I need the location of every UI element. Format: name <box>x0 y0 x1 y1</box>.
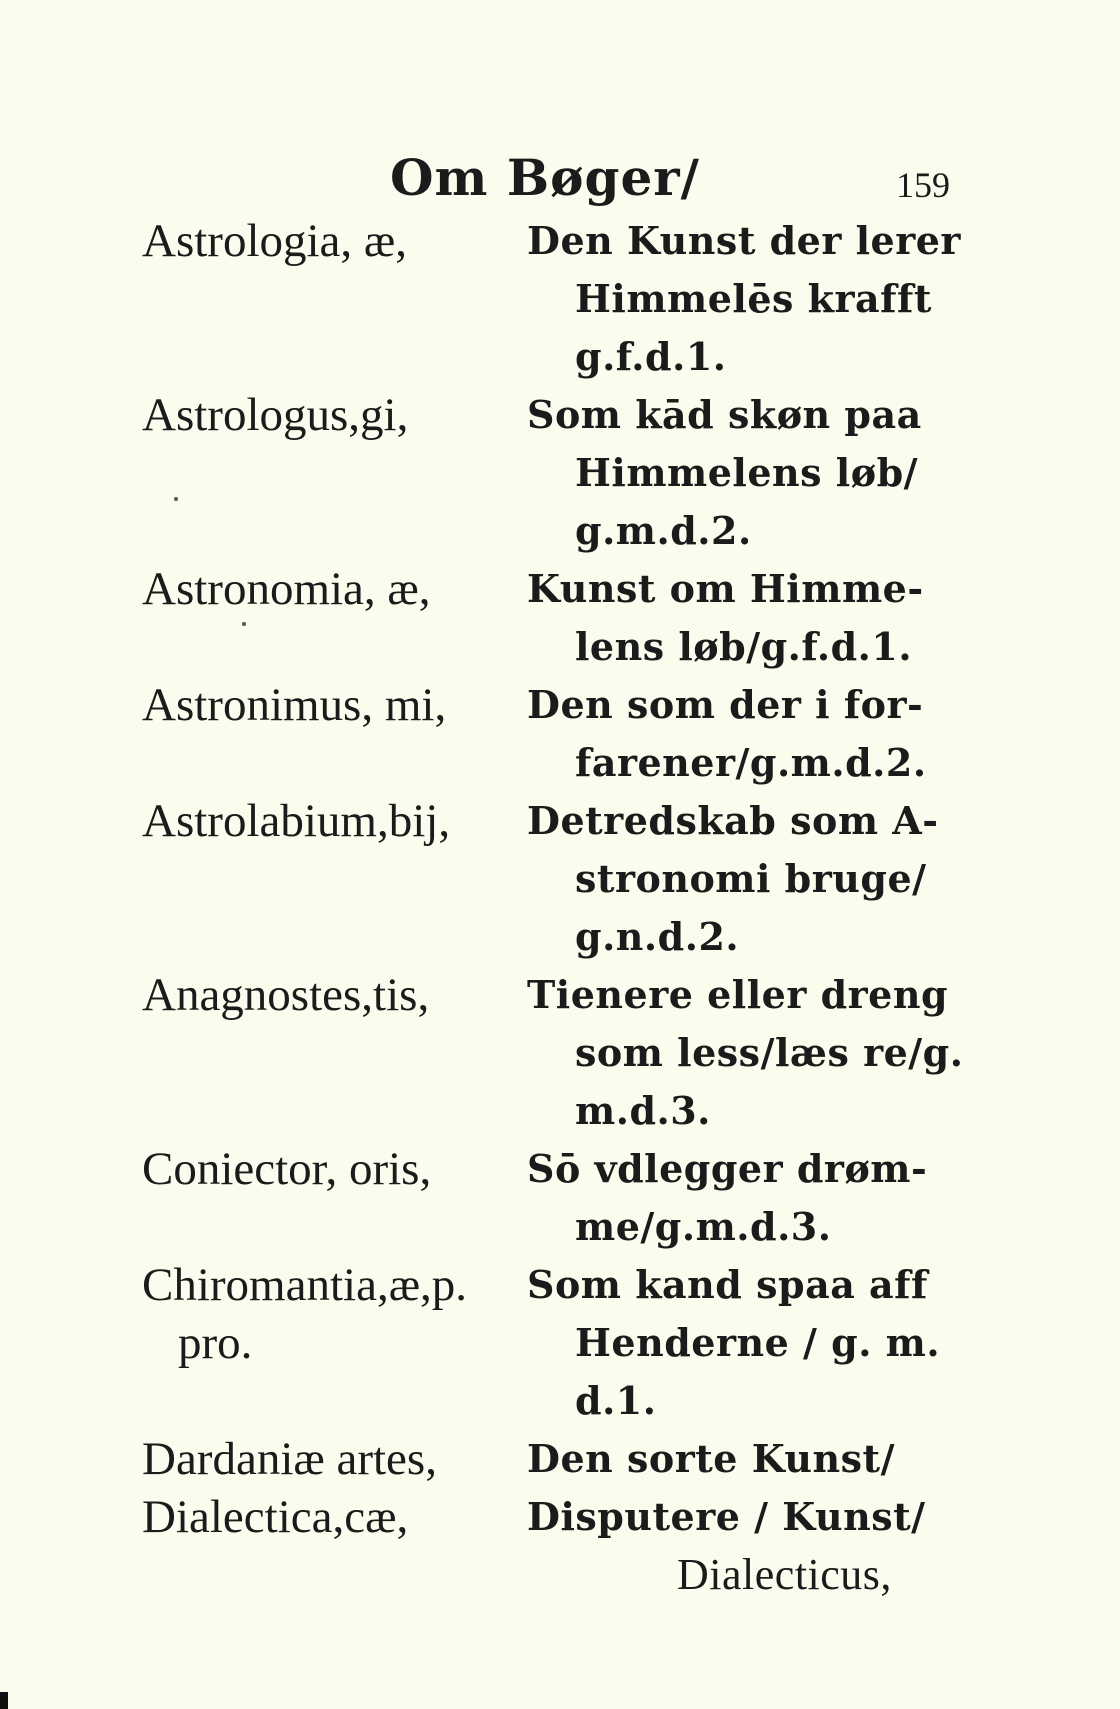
glossary-entry <box>142 212 962 386</box>
definition-line: Den sorte Kunst/ <box>527 1436 895 1481</box>
latin-term: Dialectica,cæ, <box>142 1491 409 1543</box>
definition-line: Tienere eller dreng <box>527 972 949 1017</box>
danish-definition <box>527 386 967 560</box>
danish-definition <box>527 676 967 792</box>
definition-line: Den som der i for- <box>527 682 924 727</box>
danish-definition <box>527 966 967 1140</box>
glossary-entry <box>142 1430 962 1488</box>
definition-line: g.n.d.2. <box>575 914 740 959</box>
danish-definition <box>527 1488 967 1604</box>
definition-line: Himmelēs krafft <box>575 276 932 321</box>
definition-line: d.1. <box>575 1378 657 1423</box>
definition-line: Detredskab som A- <box>527 798 939 843</box>
latin-term: Dardaniæ artes, <box>142 1433 437 1485</box>
danish-definition <box>527 212 967 386</box>
scan-edge-mark <box>0 1692 8 1709</box>
danish-definition <box>527 792 967 966</box>
definition-line: Sō vdlegger drøm- <box>527 1146 928 1191</box>
definition-line: me/g.m.d.3. <box>575 1204 832 1249</box>
danish-definition <box>527 1256 967 1430</box>
glossary-entry <box>142 386 962 560</box>
running-head <box>390 148 950 212</box>
glossary-entry <box>142 676 962 792</box>
definition-line: Kunst om Himme- <box>527 566 924 611</box>
glossary-entries <box>142 212 962 1604</box>
definition-line: som less/læs re/g. <box>575 1030 964 1075</box>
latin-term: Anagnostes,tis, <box>142 969 430 1021</box>
glossary-entry <box>142 1140 962 1256</box>
latin-term: Coniector, oris, <box>142 1143 432 1195</box>
page-title: Om Bøger/ <box>390 148 700 207</box>
definition-line: g.m.d.2. <box>575 508 752 553</box>
danish-definition <box>527 1140 967 1256</box>
definition-line: Som kād skøn paa <box>527 392 922 437</box>
glossary-entry <box>142 1256 962 1430</box>
page-number: 159 <box>896 165 950 205</box>
definition-line: Disputere / Kunst/ <box>527 1494 926 1539</box>
latin-term-line: Chiromantia,æ,p. <box>142 1259 468 1311</box>
definition-line: farener/g.m.d.2. <box>575 740 927 785</box>
latin-term: Astronimus, mi, <box>142 679 447 731</box>
latin-term: Astrologia, æ, <box>142 215 408 267</box>
definition-line: Den Kunst der lerer <box>527 218 961 263</box>
latin-term: Astrolabium,bij, <box>142 795 451 847</box>
ink-speck <box>174 497 178 501</box>
glossary-entry <box>142 966 962 1140</box>
catchword: Dialecticus, <box>677 1550 892 1599</box>
latin-term: Astronomia, æ, <box>142 563 431 615</box>
definition-line: Som kand spaa aff <box>527 1262 928 1307</box>
definition-line: stronomi bruge/ <box>575 856 927 901</box>
glossary-entry <box>142 792 962 966</box>
danish-definition <box>527 1430 967 1488</box>
definition-line: Himmelens løb/ <box>575 450 919 495</box>
definition-line: m.d.3. <box>575 1088 711 1133</box>
glossary-entry <box>142 1488 962 1604</box>
definition-line: lens løb/g.f.d.1. <box>575 624 913 669</box>
latin-term-line: pro. <box>178 1317 253 1369</box>
latin-term: Astrologus,gi, <box>142 389 409 441</box>
danish-definition <box>527 560 967 676</box>
ink-speck <box>242 622 246 626</box>
definition-line: Henderne / g. m. <box>575 1320 941 1365</box>
definition-line: g.f.d.1. <box>575 334 727 379</box>
latin-term <box>142 1256 522 1372</box>
glossary-entry <box>142 560 962 676</box>
